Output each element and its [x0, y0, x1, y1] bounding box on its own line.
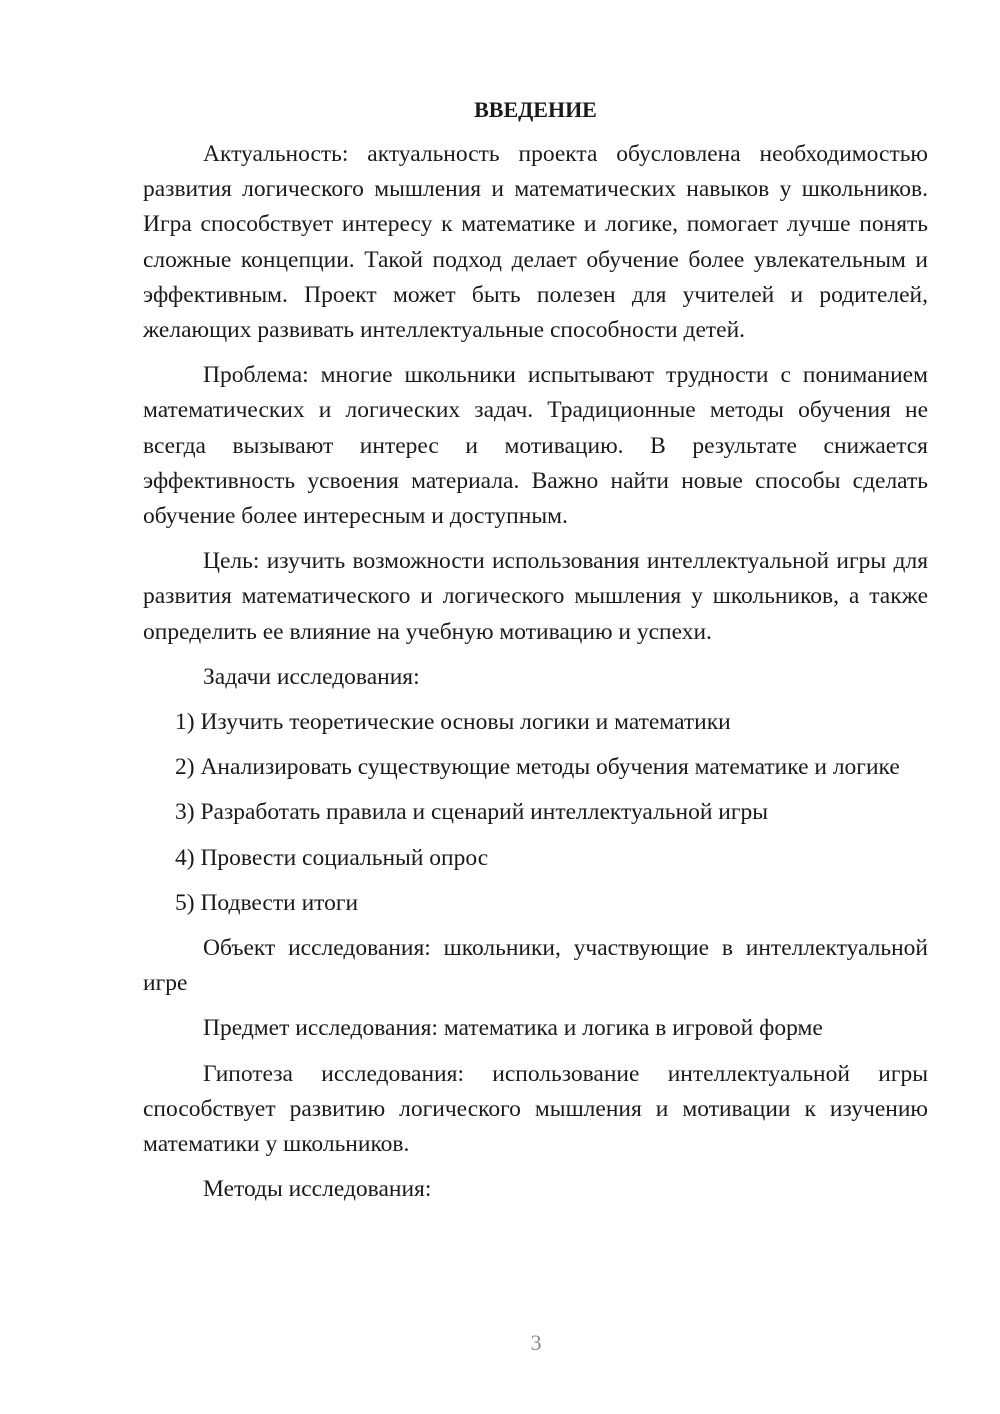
task-item-3: 3) Разработать правила и сценарий интеллектуальной игры [175, 799, 769, 826]
section-title: ВВЕДЕНИЕ [474, 97, 597, 122]
page-number: 3 [530, 1330, 542, 1355]
problem-paragraph: Проблема: многие школьники испытывают трудности с пониманием математических и логических задач. Традиционные методы обучения не всегда вызывают интерес и мотивацию. В результате снижается эффективность усвоения материала. Важно найти новые способы сделать обучение более интересным и доступным. [143, 362, 928, 530]
task-item-5: 5) Подвести итоги [175, 889, 359, 916]
hypothesis-paragraph: Гипотеза исследования: использование интеллектуальной игры способствует развитию логического мышления и мотивации к изучению математики у школьников. [143, 1060, 928, 1158]
task-item-4: 4) Провести социальный опрос [175, 844, 489, 871]
methods-heading: Методы исследования: [203, 1176, 432, 1203]
task-item-2: 2) Анализировать существующие методы обучения математике и логике [175, 754, 900, 781]
object-paragraph: Объект исследования: школьники, участвующие в интеллектуальной игре [143, 935, 928, 997]
document-body [143, 92, 928, 1217]
tasks-heading: Задачи исследования: [203, 663, 420, 690]
task-item-1: 1) Изучить теоретические основы логики и математики [175, 709, 731, 736]
goal-paragraph: Цель: изучить возможности использования интеллектуальной игры для развития математического и логического мышления у школьников, а также определить ее влияние на учебную мотивацию и успехи. [143, 548, 928, 645]
subject-paragraph: Предмет исследования: математика и логика в игровой форме [203, 1015, 823, 1042]
relevance-paragraph: Актуальность: актуальность проекта обусловлена необходимостью развития логического мышления и математических навыков у школьников. Игра способствует интересу к математике и логике, помогает лучше понять сложные концепции. Такой подход делает обучение более увлекательным и эффективным. Проект может быть полезен для учителей и родителей, желающих развивать интеллектуальные способности детей. [143, 141, 928, 344]
